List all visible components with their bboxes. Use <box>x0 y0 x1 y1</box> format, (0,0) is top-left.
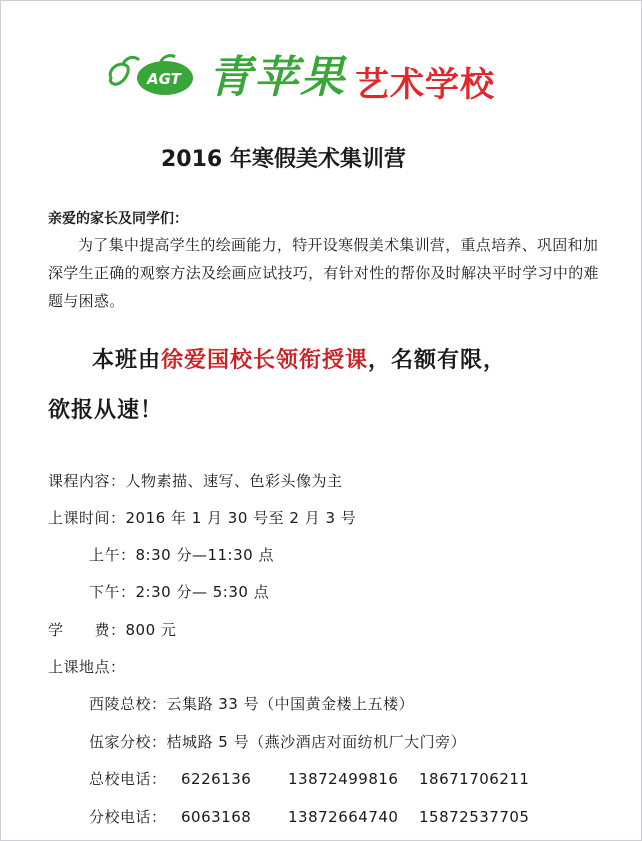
location-label: 上课地点： <box>48 658 126 676</box>
main-phone-1: 6226136 <box>181 770 252 788</box>
branch-phone-label: 分校电话： <box>89 808 167 826</box>
main-phone-row <box>89 768 529 789</box>
branch-phone-2: 13872664740 <box>288 808 399 826</box>
main-phone-2: 13872499816 <box>288 770 399 788</box>
highlight-line-2: 欲报从速！ <box>48 398 164 423</box>
tuition-value: 800 元 <box>125 621 177 639</box>
wujia-campus: 伍家分校：桔城路 5 号（燕沙酒店对面纺机厂大门旁） <box>89 733 467 751</box>
morning-time: 上午：8:30 分—11:30 点 <box>89 546 274 564</box>
branch-phone-1: 6063168 <box>181 808 252 826</box>
intro-paragraph: 为了集中提高学生的绘画能力，特开设寒假美术集训营，重点培养、巩固和加深学生正确的观察方法及绘画应试技巧，有针对性的帮你及时解决平时学习中的难题与困惑。 <box>48 236 599 310</box>
branch-phone-3: 15872537705 <box>419 808 530 826</box>
logo-school-name: 艺术学校 <box>355 65 495 105</box>
afternoon-time: 下午：2:30 分— 5:30 点 <box>89 583 270 601</box>
xiling-campus: 西陵总校：云集路 33 号（中国黄金楼上五楼） <box>89 695 415 713</box>
highlight-line <box>92 343 506 374</box>
course-content: 课程内容：人物素描、速写、色彩头像为主 <box>48 472 343 490</box>
logo-mark-text: AGT <box>147 70 181 88</box>
branch-phone-row <box>89 806 529 827</box>
tuition <box>48 619 176 640</box>
highlight-suffix: ，名额有限， <box>368 348 507 373</box>
highlight-teacher: 徐爱国校长领衔授课 <box>161 348 369 373</box>
highlight-prefix: 本班由 <box>92 348 162 373</box>
page-title: 2016 年寒假美术集训营 <box>161 147 406 172</box>
logo-name-cn: 青苹果 <box>208 52 346 103</box>
main-phone-3: 18671706211 <box>419 770 530 788</box>
apple-logo-icon <box>105 54 197 100</box>
tuition-label: 学 费： <box>48 621 126 639</box>
class-time: 上课时间：2016 年 1 月 30 号至 2 月 3 号 <box>48 509 357 527</box>
main-phone-label: 总校电话： <box>89 770 167 788</box>
greeting: 亲爱的家长及同学们： <box>48 211 188 227</box>
